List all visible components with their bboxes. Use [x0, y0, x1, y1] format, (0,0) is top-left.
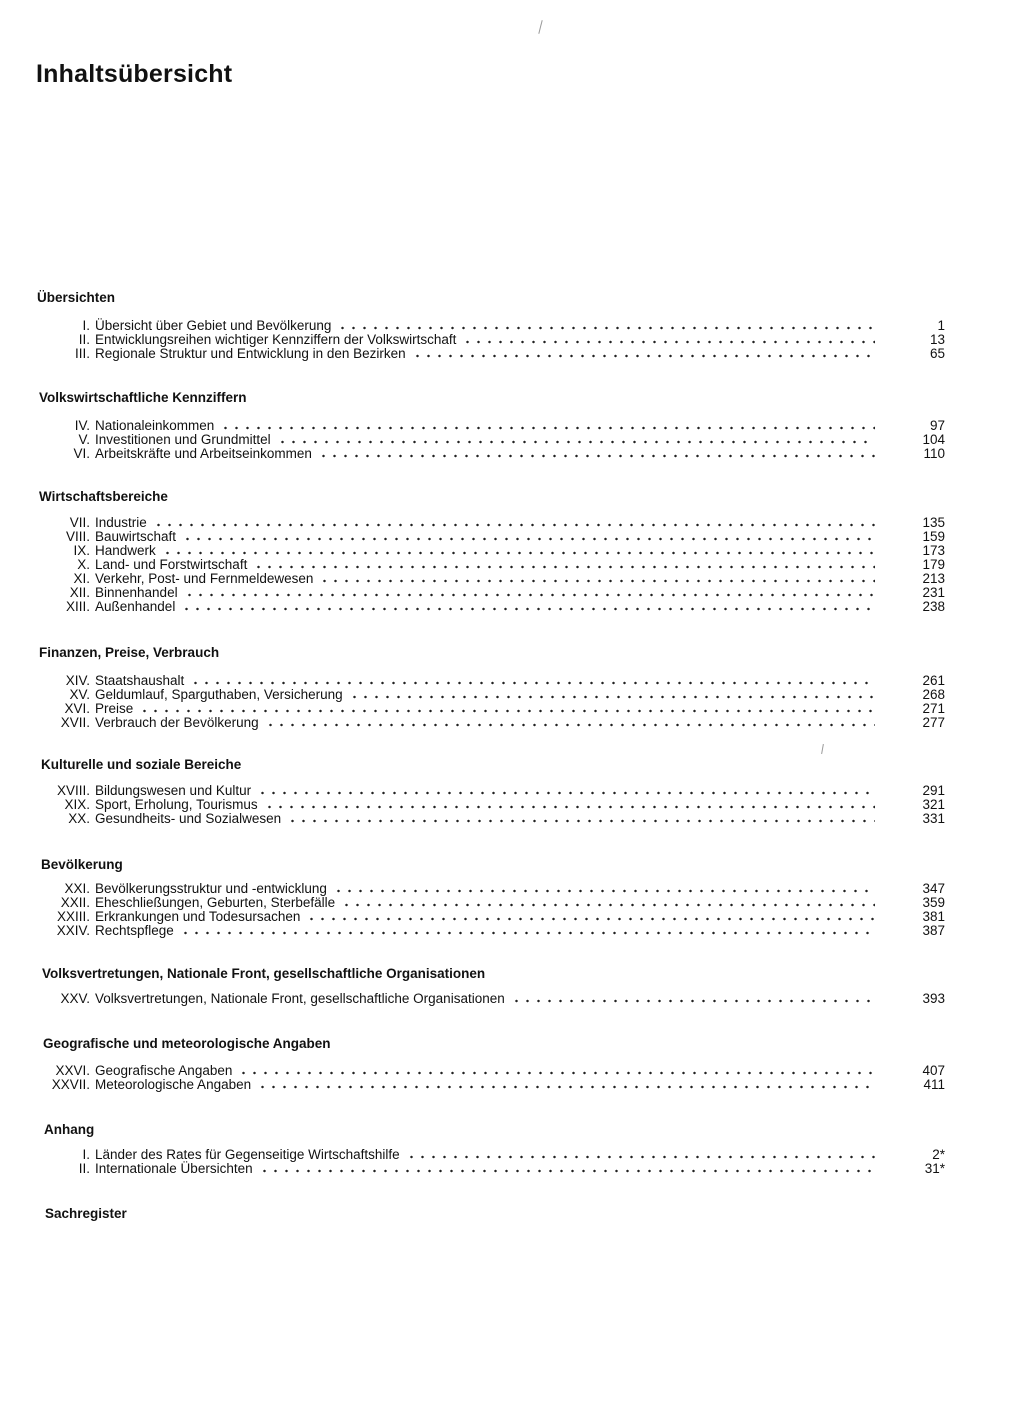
- entry-title: Erkrankungen und Todesursachen: [95, 909, 301, 924]
- toc-entry[interactable]: [0, 992, 945, 1006]
- toc-entry[interactable]: [0, 798, 945, 812]
- entry-title: Rechtspflege: [95, 923, 174, 938]
- entry-page-number: 159: [922, 529, 945, 544]
- entry-title: Übersicht über Gebiet und Bevölkerung: [95, 318, 332, 333]
- entry-page-number: 1: [937, 318, 945, 333]
- toc-entry[interactable]: [0, 882, 945, 896]
- section-heading: Sachregister: [45, 1206, 127, 1221]
- toc-entry[interactable]: [0, 419, 945, 433]
- dot-leader: [462, 339, 875, 345]
- entry-page-number: 277: [922, 715, 945, 730]
- entry-title: Sport, Erholung, Tourismus: [95, 797, 258, 812]
- dot-leader: [162, 550, 875, 556]
- toc-entry[interactable]: [0, 447, 945, 461]
- entry-title: Bauwirtschaft: [95, 529, 177, 544]
- entry-number: XI.: [73, 571, 90, 586]
- entry-title: Volksvertretungen, Nationale Front, gesellschaftliche Organisationen: [95, 991, 505, 1006]
- entry-title: Verbrauch der Bevölkerung: [95, 715, 259, 730]
- toc-entry[interactable]: [0, 347, 945, 361]
- section-heading: Wirtschaftsbereiche: [39, 489, 168, 504]
- entry-number: XII.: [69, 585, 90, 600]
- entry-number: XIV.: [65, 673, 90, 688]
- entry-title: Investitionen und Grundmittel: [95, 432, 271, 447]
- entry-page-number: 213: [922, 571, 945, 586]
- entry-page-number: 321: [922, 797, 945, 812]
- dot-leader: [265, 722, 875, 728]
- entry-number: VIII.: [65, 529, 90, 544]
- toc-entry[interactable]: [0, 716, 945, 730]
- entry-page-number: 65: [929, 346, 945, 361]
- entry-number: XXIII.: [56, 909, 90, 924]
- entry-number: XVII.: [60, 715, 90, 730]
- toc-entry[interactable]: [0, 530, 945, 544]
- dot-leader: [412, 353, 875, 359]
- dot-leader: [318, 453, 875, 459]
- dot-leader: [184, 592, 875, 598]
- entry-number: X.: [77, 557, 90, 572]
- dot-leader: [253, 564, 875, 570]
- entry-number: VII.: [69, 515, 90, 530]
- toc-entry[interactable]: [0, 516, 945, 530]
- dot-leader: [180, 930, 875, 936]
- dot-leader: [153, 522, 875, 528]
- entry-number: II.: [78, 1161, 90, 1176]
- entry-title: Geldumlauf, Sparguthaben, Versicherung: [95, 687, 343, 702]
- entry-number: XIII.: [65, 599, 90, 614]
- entry-number: XXV.: [60, 991, 90, 1006]
- toc-entry[interactable]: [0, 910, 945, 924]
- entry-title: Regionale Struktur und Entwicklung in den Bezirken: [95, 346, 406, 361]
- entry-number: IV.: [74, 418, 90, 433]
- entry-page-number: 231: [922, 585, 945, 600]
- section-heading: Übersichten: [37, 290, 116, 305]
- entry-title: Bevölkerungsstruktur und -entwicklung: [95, 881, 327, 896]
- section-heading: Kulturelle und soziale Bereiche: [41, 757, 242, 772]
- entry-page-number: 13: [929, 332, 945, 347]
- entry-number: XXI.: [64, 881, 90, 896]
- dot-leader: [259, 1168, 875, 1174]
- entry-page-number: 381: [922, 909, 945, 924]
- entry-number: IX.: [73, 543, 90, 558]
- entry-page-number: 411: [923, 1077, 945, 1092]
- toc-entry[interactable]: [0, 896, 945, 910]
- entry-page-number: 2*: [932, 1147, 945, 1162]
- dot-leader: [349, 694, 875, 700]
- toc-entry[interactable]: [0, 784, 945, 798]
- toc-entry[interactable]: [0, 333, 945, 347]
- entry-page-number: 291: [922, 783, 945, 798]
- entry-number: XX.: [68, 811, 90, 826]
- toc-entry[interactable]: [0, 688, 945, 702]
- entry-page-number: 173: [922, 543, 945, 558]
- entry-number: XVIII.: [56, 783, 90, 798]
- entry-title: Industrie: [95, 515, 147, 530]
- entry-number: XXVI.: [55, 1063, 90, 1078]
- dot-leader: [139, 708, 875, 714]
- section-heading: Finanzen, Preise, Verbrauch: [39, 645, 220, 660]
- entry-number: VI.: [73, 446, 90, 461]
- dot-leader: [337, 325, 875, 331]
- toc-entry[interactable]: [0, 702, 945, 716]
- dot-leader: [264, 804, 875, 810]
- dot-leader: [182, 536, 875, 542]
- entry-page-number: 110: [923, 446, 945, 461]
- entry-page-number: 331: [922, 811, 945, 826]
- toc-entry[interactable]: [0, 924, 945, 938]
- dot-leader: [333, 888, 875, 894]
- entry-page-number: 359: [922, 895, 945, 910]
- entry-page-number: 104: [922, 432, 945, 447]
- toc-entry[interactable]: [0, 544, 945, 558]
- entry-title: Eheschließungen, Geburten, Sterbefälle: [95, 895, 336, 910]
- toc-entry[interactable]: [0, 1148, 945, 1162]
- section-heading: Volksvertretungen, Nationale Front, gesellschaftliche Organisationen: [42, 966, 486, 981]
- entry-title: Arbeitskräfte und Arbeitseinkommen: [95, 446, 312, 461]
- entry-number: V.: [78, 432, 90, 447]
- entry-number: XXVII.: [51, 1077, 90, 1092]
- dot-leader: [181, 606, 875, 612]
- entry-page-number: 97: [929, 418, 945, 433]
- entry-title: Meteorologische Angaben: [95, 1077, 252, 1092]
- entry-title: Länder des Rates für Gegenseitige Wirtschaftshilfe: [95, 1147, 400, 1162]
- entry-number: XVI.: [64, 701, 90, 716]
- entry-number: XXIV.: [56, 923, 90, 938]
- toc-entry[interactable]: [0, 319, 945, 333]
- entry-page-number: 31*: [924, 1161, 945, 1176]
- toc-entry[interactable]: [0, 558, 945, 572]
- entry-page-number: 347: [922, 881, 945, 896]
- entry-page-number: 179: [922, 557, 945, 572]
- entry-number: III.: [74, 346, 90, 361]
- entry-title: Entwicklungsreihen wichtiger Kennziffern der Volkswirtschaft: [95, 332, 457, 347]
- dot-leader: [511, 998, 875, 1004]
- entry-title: Land- und Forstwirtschaft: [95, 557, 248, 572]
- dot-leader: [306, 916, 875, 922]
- toc-entry[interactable]: [0, 1064, 945, 1078]
- page-title: Inhaltsübersicht: [36, 60, 233, 88]
- dot-leader: [277, 439, 875, 445]
- entry-title: Handwerk: [95, 543, 156, 558]
- toc-entry[interactable]: [0, 1078, 945, 1092]
- toc-entry[interactable]: [0, 433, 945, 447]
- scan-mark: [821, 744, 824, 754]
- entry-page-number: 238: [922, 599, 945, 614]
- entry-title: Verkehr, Post- und Fernmeldewesen: [95, 571, 314, 586]
- section-heading: Bevölkerung: [41, 857, 123, 872]
- dot-leader: [287, 818, 875, 824]
- entry-title: Außenhandel: [95, 599, 176, 614]
- toc-entry[interactable]: [0, 586, 945, 600]
- entry-number: XXII.: [60, 895, 90, 910]
- entry-title: Staatshaushalt: [95, 673, 185, 688]
- entry-page-number: 271: [922, 701, 945, 716]
- section-heading: Volkswirtschaftliche Kennziffern: [39, 390, 247, 405]
- entry-title: Internationale Übersichten: [95, 1161, 253, 1176]
- dot-leader: [220, 425, 875, 431]
- toc-entry[interactable]: [0, 1162, 945, 1176]
- entry-page-number: 268: [922, 687, 945, 702]
- dot-leader: [257, 1084, 875, 1090]
- entry-page-number: 393: [922, 991, 945, 1006]
- dot-leader: [341, 902, 875, 908]
- dot-leader: [406, 1154, 875, 1160]
- section-heading: Geografische und meteorologische Angaben: [43, 1036, 331, 1051]
- entry-page-number: 387: [922, 923, 945, 938]
- dot-leader: [238, 1070, 875, 1076]
- entry-number: XV.: [69, 687, 90, 702]
- toc-entry[interactable]: [0, 572, 945, 586]
- dot-leader: [319, 578, 875, 584]
- entry-page-number: 135: [922, 515, 945, 530]
- entry-title: Nationaleinkommen: [95, 418, 215, 433]
- entry-number: I.: [82, 1147, 90, 1162]
- entry-page-number: 261: [922, 673, 945, 688]
- dot-leader: [257, 790, 875, 796]
- section-heading: Anhang: [44, 1122, 95, 1137]
- entry-title: Preise: [95, 701, 134, 716]
- entry-page-number: 407: [922, 1063, 945, 1078]
- entry-title: Geografische Angaben: [95, 1063, 233, 1078]
- scan-mark: [538, 20, 542, 34]
- entry-number: XIX.: [64, 797, 90, 812]
- entry-title: Binnenhandel: [95, 585, 178, 600]
- toc-entry[interactable]: [0, 812, 945, 826]
- toc-entry[interactable]: [0, 674, 945, 688]
- toc-entry[interactable]: [0, 600, 945, 614]
- dot-leader: [190, 680, 875, 686]
- entry-number: I.: [82, 318, 90, 333]
- entry-title: Bildungswesen und Kultur: [95, 783, 252, 798]
- entry-title: Gesundheits- und Sozialwesen: [95, 811, 282, 826]
- entry-number: II.: [78, 332, 90, 347]
